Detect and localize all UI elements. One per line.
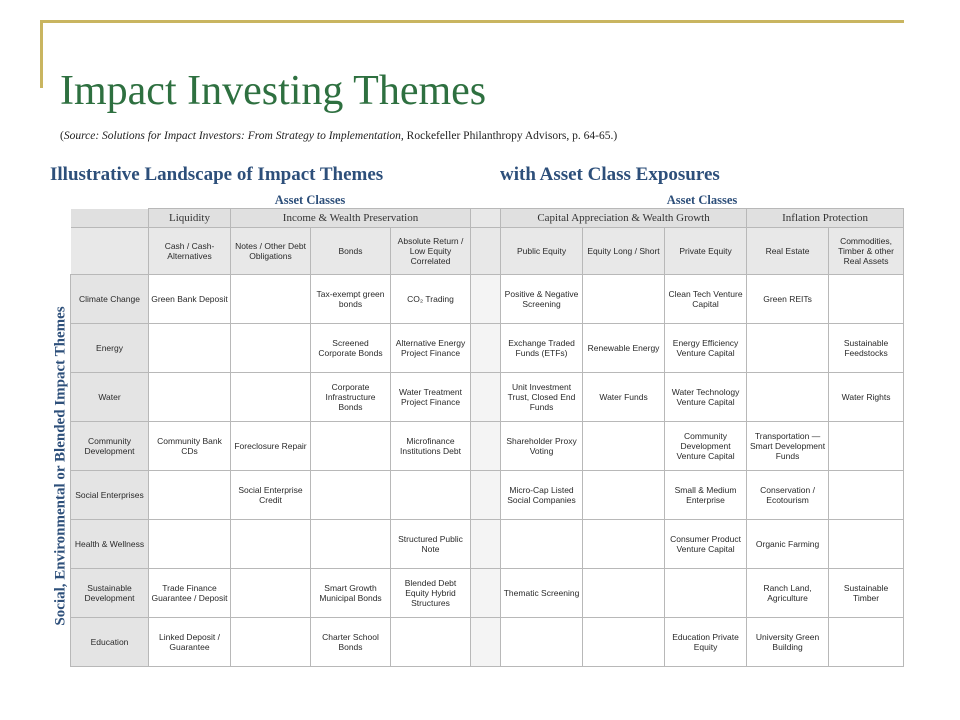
decorative-left-rule [40, 20, 43, 88]
table-cell: Small & Medium Enterprise [665, 471, 747, 520]
figure-heading-right: with Asset Class Exposures [500, 164, 720, 185]
table-cell [231, 618, 311, 667]
table-cell [583, 569, 665, 618]
table-cell: CO₂ Trading [391, 275, 471, 324]
table-cell: Green Bank Deposit [149, 275, 231, 324]
source-rest: Rockefeller Philanthropy Advisors, p. 64-65.) [403, 130, 618, 142]
table-cell: Green REITs [747, 275, 829, 324]
table-cell: Sustainable Feedstocks [829, 324, 904, 373]
table-cell [501, 520, 583, 569]
table-cell: Clean Tech Venture Capital [665, 275, 747, 324]
table-cell: Micro-Cap Listed Social Companies [501, 471, 583, 520]
table-cell [231, 520, 311, 569]
asset-classes-label-right: Asset Classes [666, 193, 738, 207]
slide-title: Impact Investing Themes [60, 68, 487, 114]
table-cell [311, 471, 391, 520]
table-cell: Conservation / Ecotourism [747, 471, 829, 520]
column-header: Notes / Other Debt Obligations [231, 228, 311, 275]
gap-cell [471, 209, 501, 228]
table-cell: Smart Growth Municipal Bonds [311, 569, 391, 618]
table-cell: Sustainable Timber [829, 569, 904, 618]
gap-cell [471, 422, 501, 471]
table-cell [583, 618, 665, 667]
theme-label: Water [71, 373, 149, 422]
table-cell [231, 373, 311, 422]
table-cell: Social Enterprise Credit [231, 471, 311, 520]
source-italic: Source: Solutions for Impact Investors: From Strategy to Implementation, [63, 130, 404, 142]
table-cell [391, 471, 471, 520]
table-cell: Community Bank CDs [149, 422, 231, 471]
theme-label: Education [71, 618, 149, 667]
table-row [71, 569, 904, 618]
table-row [71, 471, 904, 520]
gap-cell [471, 471, 501, 520]
table-cell: Microfinance Institutions Debt [391, 422, 471, 471]
corner-cell [71, 209, 149, 228]
table-cell: Renewable Energy [583, 324, 665, 373]
table-cell [829, 520, 904, 569]
table-cell: Foreclosure Repair [231, 422, 311, 471]
source-open-paren: ( [60, 130, 64, 142]
theme-label: Social Enterprises [71, 471, 149, 520]
table-cell [583, 422, 665, 471]
column-header: Public Equity [501, 228, 583, 275]
table-cell: Organic Farming [747, 520, 829, 569]
column-header-row [71, 228, 904, 275]
source-citation [60, 130, 617, 142]
table-cell [149, 520, 231, 569]
table-cell: Tax-exempt green bonds [311, 275, 391, 324]
table-cell [311, 520, 391, 569]
figure-heading-left: Illustrative Landscape of Impact Themes [50, 164, 384, 185]
table-cell: Alternative Energy Project Finance [391, 324, 471, 373]
table-cell: Thematic Screening [501, 569, 583, 618]
group-header-row [71, 209, 904, 228]
decorative-top-rule [40, 20, 904, 23]
table-row [71, 275, 904, 324]
table-row [71, 324, 904, 373]
gap-cell [471, 324, 501, 373]
table-cell [829, 275, 904, 324]
table-cell [231, 275, 311, 324]
theme-label: Health & Wellness [71, 520, 149, 569]
gap-cell [471, 228, 501, 275]
group-liquidity: Liquidity [149, 209, 231, 228]
column-header: Bonds [311, 228, 391, 275]
table-cell: Water Rights [829, 373, 904, 422]
table-cell [231, 324, 311, 373]
table-cell [311, 422, 391, 471]
table-cell: University Green Building [747, 618, 829, 667]
table-cell [829, 422, 904, 471]
table-cell [149, 471, 231, 520]
gap-cell [471, 275, 501, 324]
table-cell: Blended Debt Equity Hybrid Structures [391, 569, 471, 618]
table-cell [665, 569, 747, 618]
corner-cell [71, 228, 149, 275]
table-cell: Education Private Equity [665, 618, 747, 667]
table-cell: Trade Finance Guarantee / Deposit [149, 569, 231, 618]
table-row [71, 422, 904, 471]
table-row [71, 520, 904, 569]
vertical-axis-label: Social, Environmental or Blended Impact Themes [52, 306, 69, 626]
table-cell [501, 618, 583, 667]
table-cell: Energy Efficiency Venture Capital [665, 324, 747, 373]
group-capital-appreciation: Capital Appreciation & Wealth Growth [501, 209, 747, 228]
table-cell: Water Treatment Project Finance [391, 373, 471, 422]
table-cell: Community Development Venture Capital [665, 422, 747, 471]
gap-cell [471, 618, 501, 667]
column-header: Commodities, Timber & other Real Assets [829, 228, 904, 275]
table-cell: Charter School Bonds [311, 618, 391, 667]
table-cell [829, 618, 904, 667]
group-inflation-protection: Inflation Protection [747, 209, 904, 228]
asset-classes-label-left: Asset Classes [274, 193, 346, 207]
table-cell: Unit Investment Trust, Closed End Funds [501, 373, 583, 422]
table-cell: Water Technology Venture Capital [665, 373, 747, 422]
gap-cell [471, 569, 501, 618]
group-income-wealth-preservation: Income & Wealth Preservation [231, 209, 471, 228]
theme-label: Sustainable Development [71, 569, 149, 618]
table-row [71, 618, 904, 667]
table-cell [747, 373, 829, 422]
table-cell [583, 471, 665, 520]
table-cell [391, 618, 471, 667]
table-cell: Corporate Infrastructure Bonds [311, 373, 391, 422]
table-cell: Consumer Product Venture Capital [665, 520, 747, 569]
table-cell: Linked Deposit / Guarantee [149, 618, 231, 667]
column-header: Real Estate [747, 228, 829, 275]
theme-label: Climate Change [71, 275, 149, 324]
table-cell: Ranch Land, Agriculture [747, 569, 829, 618]
table-cell [149, 324, 231, 373]
table-cell: Transportation — Smart Development Funds [747, 422, 829, 471]
table-cell [149, 373, 231, 422]
gap-cell [471, 520, 501, 569]
table-cell: Positive & Negative Screening [501, 275, 583, 324]
theme-label: Community Development [71, 422, 149, 471]
theme-label: Energy [71, 324, 149, 373]
table-cell [583, 275, 665, 324]
table-cell: Structured Public Note [391, 520, 471, 569]
table-cell: Exchange Traded Funds (ETFs) [501, 324, 583, 373]
column-header: Equity Long / Short [583, 228, 665, 275]
table-cell [747, 324, 829, 373]
table-cell [583, 520, 665, 569]
table-row [71, 373, 904, 422]
table-cell [829, 471, 904, 520]
table-cell: Water Funds [583, 373, 665, 422]
column-header: Private Equity [665, 228, 747, 275]
table-cell: Screened Corporate Bonds [311, 324, 391, 373]
gap-cell [471, 373, 501, 422]
column-header: Absolute Return / Low Equity Correlated [391, 228, 471, 275]
table-cell: Shareholder Proxy Voting [501, 422, 583, 471]
column-header: Cash / Cash-Alternatives [149, 228, 231, 275]
impact-themes-table [70, 208, 904, 667]
table-cell [231, 569, 311, 618]
